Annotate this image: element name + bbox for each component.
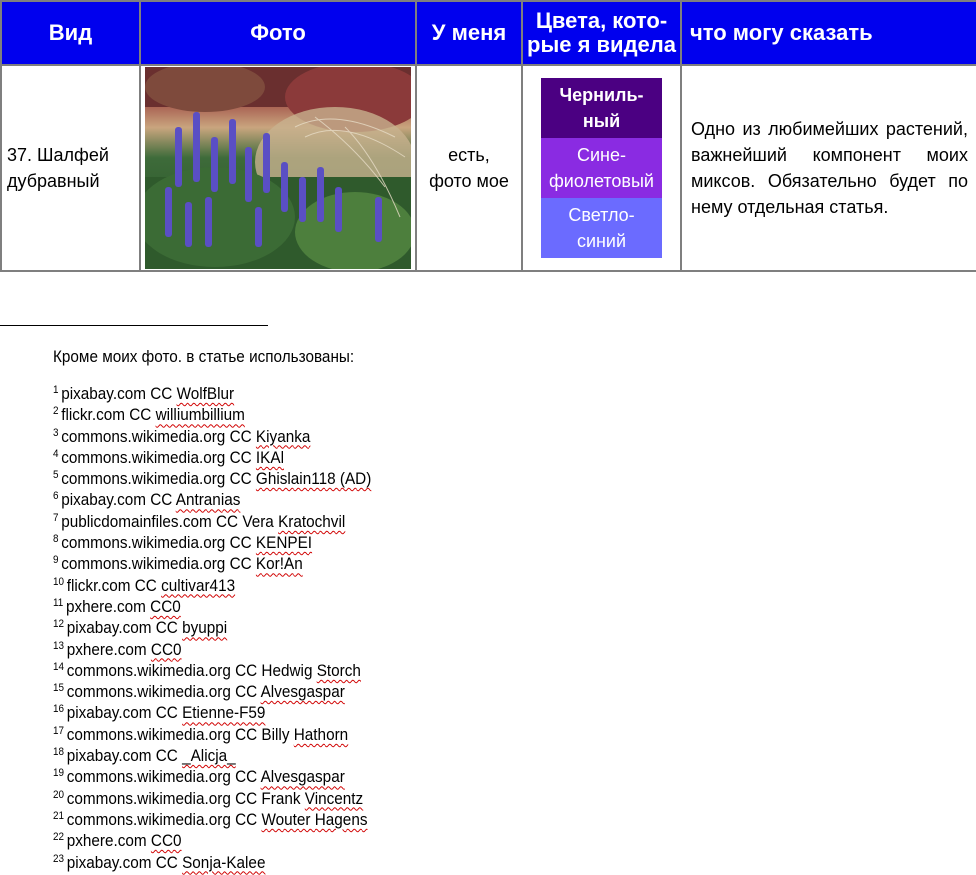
footnote-number: 2: [53, 405, 59, 418]
footnote-author: Alvesgaspar: [260, 682, 345, 702]
footnote-source: commons.wikimedia.org CC: [66, 767, 258, 787]
swatch-light-blue: [541, 198, 662, 258]
footnote-author: Kratochvil: [278, 511, 346, 531]
footnote-source: flickr.com CC: [61, 405, 152, 425]
footnote-number: 23: [53, 852, 65, 865]
footnote-item: [53, 699, 371, 723]
footnote-item: [53, 572, 371, 593]
footnote-source: pixabay.com CC: [66, 703, 178, 723]
cell-colors: [522, 65, 681, 271]
footnote-number: 4: [53, 447, 59, 460]
header-colors-line1: Цвета, кото-: [535, 8, 668, 33]
footnote-author: Antranias: [175, 490, 241, 510]
footnote-source: flickr.com CC: [66, 575, 157, 595]
swatch-indigo: [541, 78, 662, 138]
swatch-blue-violet: [541, 138, 662, 198]
footnote-number: 1: [53, 384, 59, 396]
plant-table: [0, 0, 976, 272]
footnote-author: Ghislain118 (AD): [255, 469, 372, 489]
vid-line1: 37. Шалфей: [7, 145, 109, 165]
footnote-author: Alvesgaspar: [260, 767, 345, 787]
footnote-item: [53, 678, 371, 702]
color-swatches: [541, 78, 662, 258]
footnote-source: commons.wikimedia.org CC: [66, 682, 258, 702]
footnote-item: [53, 593, 371, 614]
cell-say: Одно из любимейших растений, важнейший компонент моих миксов. Обязательно будет по нему отдельная статья.: [681, 65, 976, 271]
footnote-source: pixabay.com CC: [66, 618, 178, 638]
footnote-number: 18: [53, 746, 65, 759]
footnote-item: [53, 806, 371, 827]
footnote-item: [53, 529, 371, 553]
footnote-number: 10: [53, 575, 65, 588]
table-row: [1, 65, 976, 271]
footnote-source: commons.wikimedia.org CC: [66, 809, 258, 829]
footnote-number: 12: [53, 618, 65, 631]
footnote-author: Wouter Hagens: [261, 809, 368, 829]
swatch-label: фиолетовый: [548, 171, 654, 191]
footnote-item: [53, 827, 371, 851]
cell-photo: [140, 65, 416, 271]
footnote-source: pxhere.com: [66, 639, 147, 659]
footnote-number: 14: [53, 660, 65, 673]
footnote-author: WolfBlur: [176, 384, 235, 403]
footnote-item: [53, 444, 371, 465]
footnote-author: Kor!An: [255, 554, 303, 574]
cell-vid: [1, 65, 140, 271]
header-row: [1, 1, 976, 65]
footnote-source: publicdomainfiles.com CC Vera: [61, 511, 274, 531]
footnote-item: [53, 657, 371, 678]
footnote-item: [53, 721, 371, 742]
footnotes-title: Кроме моих фото. в статье использованы:: [53, 347, 355, 366]
footnote-number: 7: [53, 511, 59, 524]
footnote-source: pxhere.com: [66, 831, 147, 851]
footnote-item: [53, 508, 371, 529]
footnote-item: [53, 763, 371, 787]
footnote-source: pixabay.com CC: [66, 852, 178, 872]
header-colors-line2: рые я видела: [527, 32, 676, 57]
footnote-author: byuppi: [182, 618, 228, 638]
footnote-item: [53, 423, 371, 444]
footnote-separator: [0, 325, 268, 326]
footnote-source: commons.wikimedia.org CC: [61, 447, 252, 467]
footnote-source: pxhere.com: [65, 596, 146, 616]
header-mine: У меня: [416, 1, 522, 65]
header-say: что могу сказать: [681, 1, 976, 65]
footnote-author: Sonja-Kalee: [182, 852, 266, 872]
footnote-item: [53, 465, 372, 489]
footnote-number: 11: [53, 596, 64, 609]
footnote-item: [53, 742, 371, 766]
footnote-author: CC0: [150, 831, 182, 851]
footnote-number: 13: [53, 639, 65, 652]
footnote-source: commons.wikimedia.org CC Billy: [66, 724, 290, 744]
swatch-label: Светло-: [568, 205, 635, 225]
swatch-label: Черниль-: [559, 85, 644, 105]
footnote-item: [53, 380, 371, 401]
footnote-item: [53, 785, 371, 806]
footnote-number: 22: [53, 831, 65, 844]
footnote-author: Kiyanka: [255, 426, 311, 446]
footnote-source: commons.wikimedia.org CC Frank: [66, 788, 301, 808]
swatch-label: Сине-: [577, 145, 626, 165]
cell-mine: [416, 65, 522, 271]
footnote-source: commons.wikimedia.org CC: [61, 469, 252, 489]
footnote-author: KENPEI: [255, 533, 313, 553]
header-colors: [522, 1, 681, 65]
footnote-number: 15: [53, 682, 65, 695]
swatch-label: синий: [576, 231, 627, 251]
salvia-photo: [145, 67, 411, 269]
footnote-number: 16: [53, 703, 65, 716]
footnote-number: 19: [53, 767, 65, 780]
footnote-author: CC0: [150, 639, 182, 659]
footnote-number: 3: [53, 426, 59, 439]
footnote-number: 8: [53, 533, 59, 546]
footnote-author: IKAl: [255, 447, 285, 467]
footnote-author: williumbillium: [155, 405, 245, 425]
footnote-author: Etienne-F59: [182, 703, 266, 723]
header-vid: Вид: [1, 1, 140, 65]
footnote-author: CC0: [150, 596, 181, 616]
header-photo: Фото: [140, 1, 416, 65]
footnote-item: [53, 614, 371, 638]
footnote-item: [53, 849, 371, 870]
footnote-number: 5: [53, 469, 59, 482]
footnote-number: 20: [53, 788, 65, 801]
footnote-source: commons.wikimedia.org CC: [61, 533, 252, 553]
mine-line1: есть,: [448, 145, 490, 165]
footnote-source: commons.wikimedia.org CC: [61, 554, 252, 574]
footnote-source: pixabay.com CC: [61, 384, 173, 403]
vid-line2: дубравный: [7, 171, 100, 191]
footnote-source: commons.wikimedia.org CC Hedwig: [66, 660, 313, 680]
footnote-author: _Alicja_: [182, 746, 236, 766]
footnote-number: 21: [53, 809, 65, 822]
mine-line2: фото мое: [429, 171, 509, 191]
footnote-item: [53, 486, 371, 510]
footnote-number: 17: [53, 724, 65, 737]
footnote-item: [53, 550, 371, 574]
footnote-item: [53, 401, 371, 425]
footnote-author: cultivar413: [161, 575, 236, 595]
footnote-number: 6: [53, 490, 59, 503]
swatch-label: ный: [582, 111, 621, 131]
footnote-author: Hathorn: [293, 724, 349, 744]
footnote-source: commons.wikimedia.org CC: [61, 426, 252, 446]
footnote-source: pixabay.com CC: [66, 746, 178, 766]
footnote-source: pixabay.com CC: [61, 490, 173, 510]
footnotes-list: [53, 380, 407, 870]
footnote-author: Vincentz: [304, 788, 364, 808]
footnote-author: Storch: [316, 660, 361, 680]
footnote-number: 9: [53, 554, 59, 567]
footnote-item: [53, 636, 371, 657]
